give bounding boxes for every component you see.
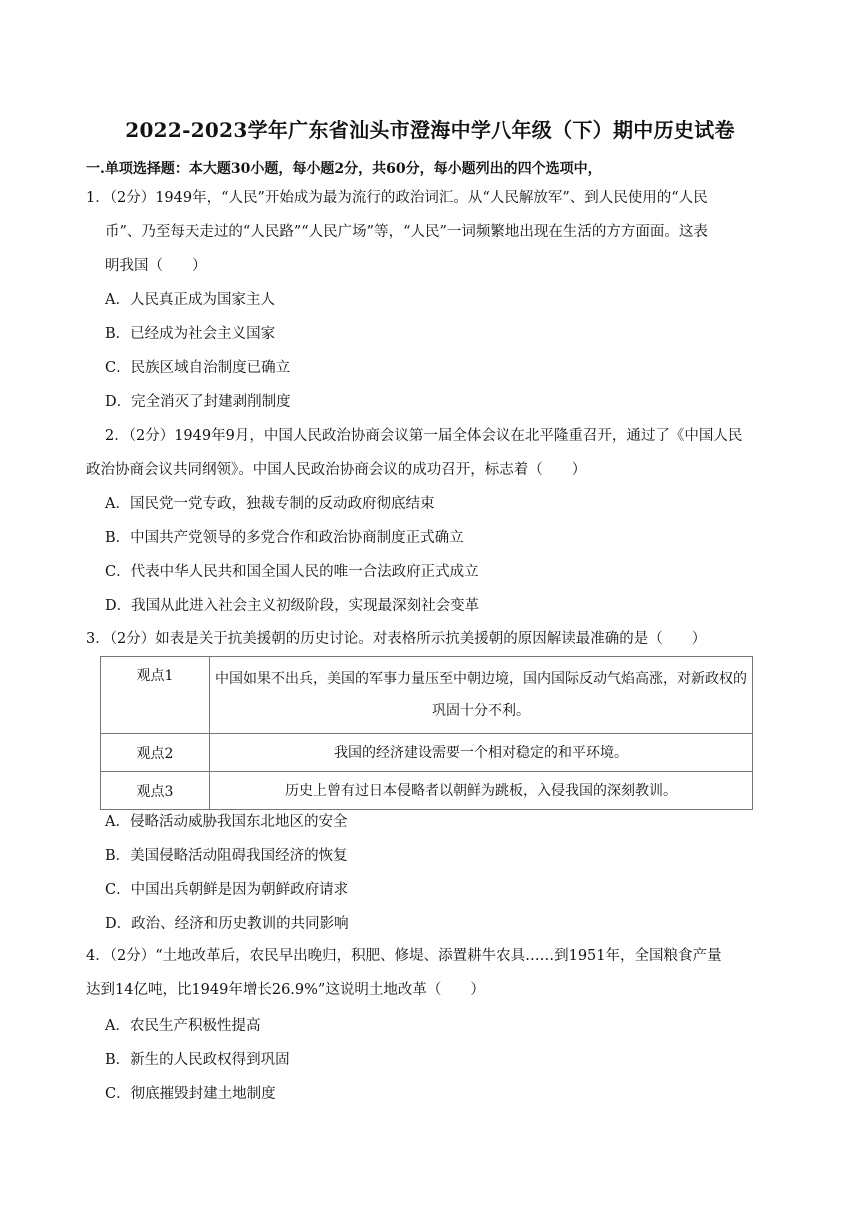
viewpoint-text: 中国如果不出兵，美国的军事力量压至中朝边境，国内国际反动气焰高涨，对新政权的巩固十分不利。 bbox=[210, 657, 753, 734]
question-2-option-a[interactable]: A．国民党一党专政，独裁专制的反动政府彻底结束 bbox=[105, 496, 435, 512]
question-1-option-b[interactable]: B．已经成为社会主义国家 bbox=[105, 326, 276, 342]
exam-title: 2022-2023学年广东省汕头市澄海中学八年级（下）期中历史试卷 bbox=[125, 118, 735, 142]
question-2-line-2: 政治协商会议共同纲领》。中国人民政治协商会议的成功召开，标志着（ ） bbox=[86, 462, 587, 478]
question-1-line-3: 明我国（ ） bbox=[105, 258, 207, 274]
question-3-option-b[interactable]: B．美国侵略活动阻碍我国经济的恢复 bbox=[105, 848, 348, 864]
question-1-option-a[interactable]: A．人民真正成为国家主人 bbox=[105, 292, 275, 308]
question-4-line-1: 4．（2分）“土地改革后，农民早出晚归，积肥、修堤、添置耕牛农具……到1951年，全国粮食产量 bbox=[86, 948, 722, 964]
question-3-option-c[interactable]: C．中国出兵朝鲜是因为朝鲜政府请求 bbox=[105, 882, 349, 898]
question-2-option-c[interactable]: C．代表中华人民共和国全国人民的唯一合法政府正式成立 bbox=[105, 564, 479, 580]
viewpoint-label: 观点3 bbox=[101, 772, 210, 810]
question-1-option-c[interactable]: C．民族区域自治制度已确立 bbox=[105, 360, 291, 376]
question-3-option-d[interactable]: D．政治、经济和历史教训的共同影响 bbox=[105, 916, 349, 932]
question-4-option-c[interactable]: C．彻底摧毁封建土地制度 bbox=[105, 1086, 276, 1102]
question-2-line-1: 2．（2分）1949年9月，中国人民政治协商会议第一届全体会议在北平隆重召开，通过了《中国人民 bbox=[105, 428, 743, 444]
question-1-option-d[interactable]: D．完全消灭了封建剥削制度 bbox=[105, 394, 291, 410]
question-4-line-2: 达到14亿吨，比1949年增长26.9%”这说明土地改革（ ） bbox=[86, 982, 485, 998]
viewpoint-text: 历史上曾有过日本侵略者以朝鲜为跳板，入侵我国的深刻教训。 bbox=[210, 772, 753, 810]
question-4-option-a[interactable]: A．农民生产积极性提高 bbox=[105, 1018, 261, 1034]
question-4-option-b[interactable]: B．新生的人民政权得到巩固 bbox=[105, 1052, 290, 1068]
question-2-option-b[interactable]: B．中国共产党领导的多党合作和政治协商制度正式确立 bbox=[105, 530, 464, 546]
question-3-option-a[interactable]: A．侵略活动威胁我国东北地区的安全 bbox=[105, 814, 348, 830]
question-1-line-1: 1．（2分）1949年，“人民”开始成为最为流行的政治词汇。从“人民解放军”、到人民使用的“人民 bbox=[86, 190, 708, 206]
table-row bbox=[101, 734, 753, 772]
table-row bbox=[101, 772, 753, 810]
table-row bbox=[101, 657, 753, 734]
question-2-option-d[interactable]: D．我国从此进入社会主义初级阶段，实现最深刻社会变革 bbox=[105, 598, 480, 614]
viewpoint-label: 观点2 bbox=[101, 734, 210, 772]
viewpoint-text: 我国的经济建设需要一个相对稳定的和平环境。 bbox=[210, 734, 753, 772]
section-heading: 一.单项选择题：本大题30小题，每小题2分，共60分，每小题列出的四个选项中， bbox=[86, 161, 602, 177]
viewpoint-label: 观点1 bbox=[101, 657, 210, 734]
viewpoints-table bbox=[100, 656, 753, 810]
question-3-line-1: 3．（2分）如表是关于抗美援朝的历史讨论。对表格所示抗美援朝的原因解读最准确的是（ ） bbox=[86, 631, 707, 647]
question-1-line-2: 币”、乃至每天走过的“人民路”“人民广场”等，“人民”一词频繁地出现在生活的方方面面。这表 bbox=[105, 224, 708, 240]
